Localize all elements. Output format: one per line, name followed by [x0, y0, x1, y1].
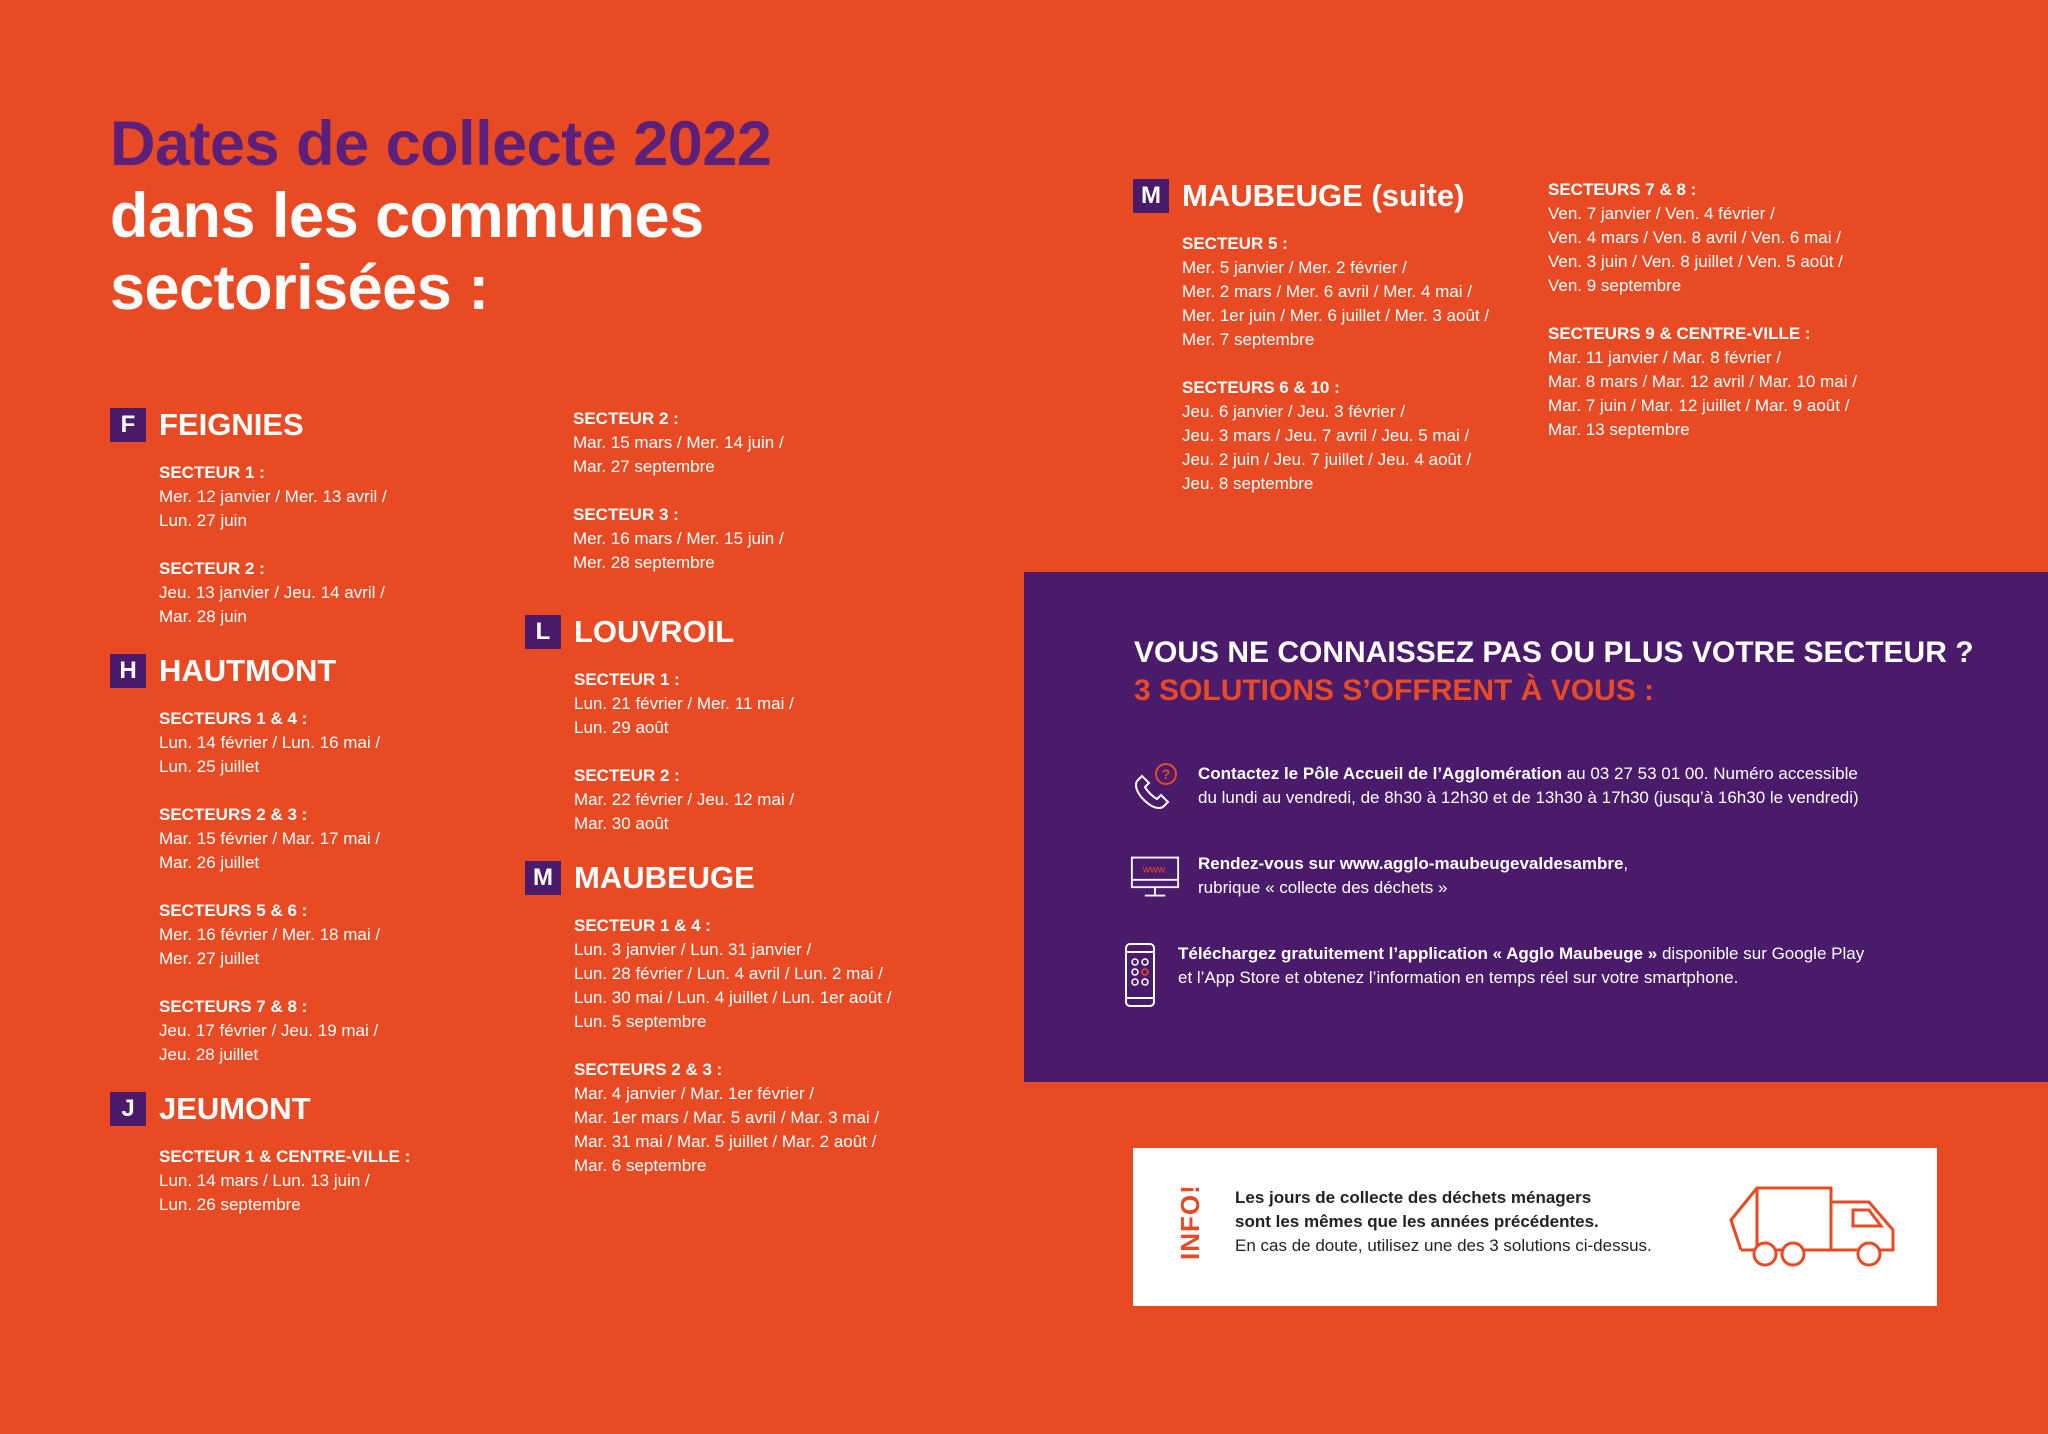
sector-block	[573, 407, 784, 479]
date-line: Lun. 14 février / Lun. 16 mai /	[159, 733, 381, 752]
sector-block	[159, 557, 410, 629]
solution-phone	[1130, 762, 1859, 814]
date-line: Lun. 25 juillet	[159, 757, 260, 776]
town-name: FEIGNIES	[159, 407, 304, 442]
sector-name: SECTEUR 3 :	[573, 505, 679, 524]
date-line: Mer. 5 janvier / Mer. 2 février /	[1182, 258, 1407, 277]
sector-name: SECTEUR 5 :	[1182, 234, 1288, 253]
smartphone-icon	[1120, 942, 1160, 1008]
help-subtitle: 3 SOLUTIONS S’OFFRENT À VOUS :	[1134, 674, 1655, 707]
sector-block	[574, 1058, 892, 1178]
sector-block	[574, 914, 892, 1034]
sector-name: SECTEURS 7 & 8 :	[159, 997, 308, 1016]
sector-name: SECTEURS 7 & 8 :	[1548, 180, 1697, 199]
info-box	[1133, 1148, 1937, 1306]
date-line: Mar. 7 juin / Mar. 12 juillet / Mar. 9 août /	[1548, 396, 1850, 415]
sector-dates	[1548, 346, 1857, 442]
date-line: Mar. 15 mars / Mer. 14 juin /	[573, 433, 784, 452]
garbage-truck-icon	[1727, 1180, 1907, 1275]
phone-bold: Contactez le Pôle Accueil de l’Agglomération	[1198, 764, 1562, 783]
date-line: Mar. 11 janvier / Mar. 8 février /	[1548, 348, 1782, 367]
sector-block	[1182, 376, 1489, 496]
date-line: Lun. 5 septembre	[574, 1012, 707, 1031]
sector-dates	[159, 1019, 410, 1067]
sector-block	[159, 1145, 410, 1217]
sector-dates	[574, 1082, 892, 1178]
date-line: Mar. 28 juin	[159, 607, 247, 626]
date-line: Lun. 26 septembre	[159, 1195, 301, 1214]
sector-block	[573, 503, 784, 575]
town-letter-badge: M	[525, 861, 561, 895]
town-letter-badge: J	[110, 1092, 146, 1126]
town-letter-badge: M	[1133, 179, 1169, 213]
date-line: Ven. 3 juin / Ven. 8 juillet / Ven. 5 août /	[1548, 252, 1843, 271]
sector-block	[1548, 178, 1857, 298]
date-line: Mer. 7 septembre	[1182, 330, 1315, 349]
date-line: Mer. 16 mars / Mer. 15 juin /	[573, 529, 784, 548]
date-line: Jeu. 2 juin / Jeu. 7 juillet / Jeu. 4 août /	[1182, 450, 1472, 469]
date-line: Mer. 28 septembre	[573, 553, 715, 572]
date-line: Jeu. 3 mars / Jeu. 7 avril / Jeu. 5 mai /	[1182, 426, 1470, 445]
sector-dates	[574, 938, 892, 1034]
sector-block	[1548, 322, 1857, 442]
sector-block	[159, 899, 410, 971]
date-line: Mar. 26 juillet	[159, 853, 260, 872]
town-heading	[525, 860, 892, 896]
title-line-3: sectorisées :	[110, 253, 489, 323]
town-section	[110, 653, 410, 1067]
date-line: Mar. 22 février / Jeu. 12 mai /	[574, 790, 795, 809]
town-section	[110, 407, 410, 629]
date-line: Mar. 1er mars / Mar. 5 avril / Mar. 3 mai /	[574, 1108, 880, 1127]
date-line: Jeu. 13 janvier / Jeu. 14 avril /	[159, 583, 385, 602]
sector-dates	[573, 431, 784, 479]
town-name: LOUVROIL	[574, 614, 735, 649]
sector-name: SECTEUR 1 & 4 :	[574, 916, 711, 935]
sector-name: SECTEURS 5 & 6 :	[159, 901, 308, 920]
date-line: Mar. 6 septembre	[574, 1156, 707, 1175]
town-letter-badge: H	[110, 654, 146, 688]
phone-icon	[1130, 762, 1180, 814]
town-section	[110, 1091, 410, 1217]
date-line: Lun. 3 janvier / Lun. 31 janvier /	[574, 940, 812, 959]
date-line: Ven. 4 mars / Ven. 8 avril / Ven. 6 mai /	[1548, 228, 1841, 247]
town-heading	[1133, 178, 1489, 214]
app-bold: Téléchargez gratuitement l’application « Agglo Maubeuge »	[1178, 944, 1658, 963]
date-line: Lun. 21 février / Mer. 11 mai /	[574, 694, 794, 713]
sector-name: SECTEUR 1 :	[574, 670, 680, 689]
phone-text	[1198, 762, 1859, 810]
date-line: Mar. 8 mars / Mar. 12 avril / Mar. 10 mai /	[1548, 372, 1857, 391]
town-heading	[110, 407, 410, 443]
date-line: Mar. 13 septembre	[1548, 420, 1690, 439]
column-1	[110, 407, 410, 1241]
info-bold-2: sont les mêmes que les années précédentes.	[1235, 1212, 1599, 1231]
sector-name: SECTEUR 1 :	[159, 463, 265, 482]
sector-dates	[159, 923, 410, 971]
date-line: Ven. 9 septembre	[1548, 276, 1682, 295]
date-line: Lun. 27 juin	[159, 511, 247, 530]
date-line: Lun. 14 mars / Lun. 13 juin /	[159, 1171, 370, 1190]
date-line: Jeu. 6 janvier / Jeu. 3 février /	[1182, 402, 1405, 421]
date-line: Lun. 30 mai / Lun. 4 juillet / Lun. 1er août /	[574, 988, 892, 1007]
date-line: Mer. 27 juillet	[159, 949, 260, 968]
date-line: Mer. 16 février / Mer. 18 mai /	[159, 925, 381, 944]
date-line: Mer. 12 janvier / Mer. 13 avril /	[159, 487, 387, 506]
date-line: Jeu. 8 septembre	[1182, 474, 1314, 493]
svg-text:?: ?	[1161, 766, 1171, 782]
town-letter-badge: F	[110, 408, 146, 442]
sector-dates	[574, 692, 892, 740]
column-4	[1499, 178, 1857, 466]
town-heading	[525, 614, 892, 650]
solution-web	[1130, 852, 1628, 902]
sector-block	[159, 707, 410, 779]
sector-dates	[159, 1169, 410, 1217]
sector-dates	[159, 581, 410, 629]
town-name: MAUBEUGE	[574, 860, 755, 895]
sector-dates	[1182, 256, 1489, 352]
phone-hours: du lundi au vendredi, de 8h30 à 12h30 et de 13h30 à 17h30 (jusqu’à 16h30 le vendredi)	[1198, 788, 1859, 807]
sector-dates	[1182, 400, 1489, 496]
date-line: Mar. 30 août	[574, 814, 669, 833]
town-name: JEUMONT	[159, 1091, 311, 1126]
sector-name: SECTEURS 9 & CENTRE-VILLE :	[1548, 324, 1811, 343]
sector-block	[574, 668, 892, 740]
sector-block	[1182, 232, 1489, 352]
sector-dates	[159, 731, 410, 779]
town-letter-badge: L	[525, 615, 561, 649]
help-heading	[1134, 634, 1974, 710]
sector-name: SECTEUR 2 :	[573, 409, 679, 428]
app-text: Téléchargez gratuitement l’application « Agglo Maubeuge » disponible sur Google Play et l’App Store et obtenez l’information en temps réel sur votre smartphone.	[1178, 944, 1865, 987]
page-title	[110, 108, 771, 324]
svg-text:www.: www.	[1142, 864, 1168, 876]
date-line: Lun. 28 février / Lun. 4 avril / Lun. 2 mai /	[574, 964, 883, 983]
info-label: INFO!	[1175, 1184, 1205, 1260]
sector-block	[159, 461, 410, 533]
column-2	[525, 614, 892, 1202]
date-line: Mar. 15 février / Mar. 17 mai /	[159, 829, 381, 848]
info-text	[1235, 1186, 1652, 1258]
info-bold-1: Les jours de collecte des déchets ménagers	[1235, 1188, 1592, 1207]
sector-name: SECTEUR 2 :	[159, 559, 265, 578]
sector-name: SECTEURS 6 & 10 :	[1182, 378, 1340, 397]
town-heading	[110, 653, 410, 689]
computer-icon	[1130, 852, 1180, 902]
web-bold[interactable]: Rendez-vous sur www.agglo-maubeugevaldesambre	[1198, 854, 1624, 873]
sector-block	[574, 764, 892, 836]
date-line: Mar. 31 mai / Mar. 5 juillet / Mar. 2 août /	[574, 1132, 877, 1151]
phone-number: au 03 27 53 01 00. Numéro accessible	[1562, 764, 1858, 783]
sector-block	[159, 995, 410, 1067]
app-detail: et l’App Store et obtenez l’information en temps réel sur votre smartphone.	[1178, 968, 1739, 987]
sector-dates	[1548, 202, 1857, 298]
sector-name: SECTEURS 1 & 4 :	[159, 709, 308, 728]
date-line: Jeu. 28 juillet	[159, 1045, 259, 1064]
town-name: MAUBEUGE (suite)	[1182, 178, 1465, 213]
title-line-2: dans les communes	[110, 181, 704, 251]
sector-dates	[573, 527, 784, 575]
web-rubric: rubrique « collecte des déchets »	[1198, 878, 1448, 897]
solution-app	[1120, 942, 1864, 1008]
sector-block	[159, 803, 410, 875]
sector-dates	[574, 788, 892, 836]
date-line: Jeu. 17 février / Jeu. 19 mai /	[159, 1021, 379, 1040]
help-question: VOUS NE CONNAISSEZ PAS OU PLUS VOTRE SECTEUR ?	[1134, 636, 1974, 669]
town-section	[1133, 178, 1489, 496]
column-2-top	[524, 407, 784, 599]
help-panel	[1024, 572, 2048, 1082]
sector-dates	[159, 827, 410, 875]
title-line-1: Dates de collecte 2022	[110, 109, 772, 179]
web-text: Rendez-vous sur www.agglo-maubeugevaldesambre, rubrique « collecte des déchets »	[1198, 854, 1629, 897]
date-line: Ven. 7 janvier / Ven. 4 février /	[1548, 204, 1775, 223]
town-name: HAUTMONT	[159, 653, 337, 688]
info-normal: En cas de doute, utilisez une des 3 solutions ci-dessus.	[1235, 1236, 1652, 1255]
town-section	[525, 860, 892, 1178]
sector-name: SECTEURS 2 & 3 :	[159, 805, 308, 824]
sector-name: SECTEUR 1 & CENTRE-VILLE :	[159, 1147, 411, 1166]
date-line: Mar. 4 janvier / Mar. 1er février /	[574, 1084, 814, 1103]
date-line: Mar. 27 septembre	[573, 457, 715, 476]
town-heading	[110, 1091, 410, 1127]
sector-name: SECTEUR 2 :	[574, 766, 680, 785]
sector-dates	[159, 485, 410, 533]
date-line: Mer. 1er juin / Mer. 6 juillet / Mer. 3 août /	[1182, 306, 1490, 325]
date-line: Lun. 29 août	[574, 718, 669, 737]
town-section	[525, 614, 892, 836]
sector-name: SECTEURS 2 & 3 :	[574, 1060, 723, 1079]
column-3	[1133, 178, 1489, 520]
date-line: Mer. 2 mars / Mer. 6 avril / Mer. 4 mai /	[1182, 282, 1473, 301]
